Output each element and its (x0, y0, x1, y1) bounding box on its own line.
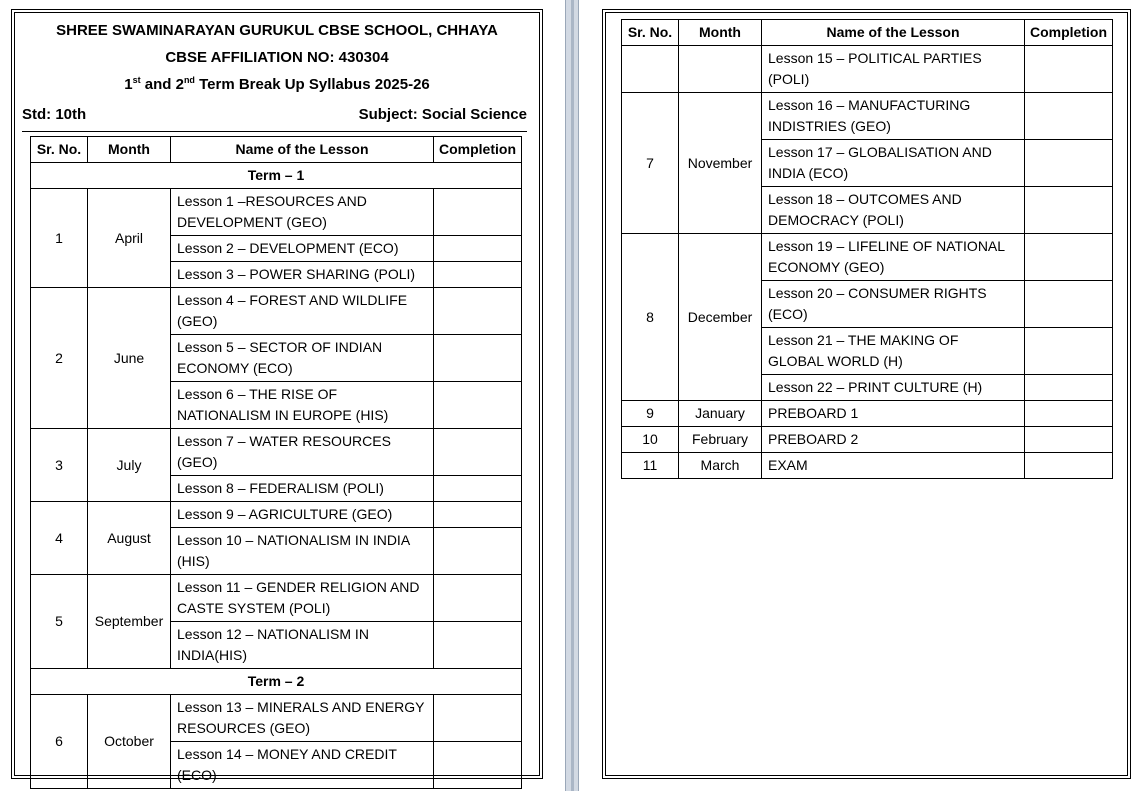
month-cell: February (679, 427, 762, 453)
sr-no-cell: 5 (31, 575, 88, 669)
syllabus-table-term1 (30, 136, 522, 789)
std-label: Std: 10th (22, 106, 87, 123)
std-subject-row (22, 106, 527, 126)
lesson-cell: Lesson 20 – CONSUMER RIGHTS (ECO) (762, 281, 1025, 328)
col-header-month: Month (679, 20, 762, 46)
lesson-cell: Lesson 13 – MINERALS AND ENERGY RESOURCES (GEO) (171, 695, 434, 742)
lesson-cell: Lesson 1 –RESOURCES AND DEVELOPMENT (GEO) (171, 189, 434, 236)
sr-no-cell: 1 (31, 189, 88, 288)
completion-cell[interactable] (434, 695, 522, 742)
completion-cell[interactable] (434, 189, 522, 236)
completion-cell[interactable] (1025, 140, 1113, 187)
lesson-cell: Lesson 12 – NATIONALISM IN INDIA(HIS) (171, 622, 434, 669)
document-page-left (11, 9, 543, 783)
table-row (622, 46, 1113, 93)
table-row (622, 234, 1113, 281)
school-name: SHREE SWAMINARAYAN GURUKUL CBSE SCHOOL, CHHAYA (56, 22, 498, 39)
col-header-completion: Completion (434, 137, 522, 163)
completion-cell[interactable] (1025, 328, 1113, 375)
completion-cell[interactable] (434, 288, 522, 335)
table-row (31, 288, 522, 335)
sr-no-cell: 3 (31, 429, 88, 502)
lesson-cell: Lesson 4 – FOREST AND WILDLIFE (GEO) (171, 288, 434, 335)
completion-cell[interactable] (434, 382, 522, 429)
col-header-month: Month (88, 137, 171, 163)
completion-cell[interactable] (434, 575, 522, 622)
sr-no-cell (622, 46, 679, 93)
table-row (31, 575, 522, 622)
lesson-cell: Lesson 19 – LIFELINE OF NATIONAL ECONOMY (GEO) (762, 234, 1025, 281)
month-cell: October (88, 695, 171, 789)
sr-no-cell: 6 (31, 695, 88, 789)
lesson-cell: Lesson 17 – GLOBALISATION AND INDIA (ECO) (762, 140, 1025, 187)
lesson-cell: Lesson 18 – OUTCOMES AND DEMOCRACY (POLI) (762, 187, 1025, 234)
completion-cell[interactable] (434, 335, 522, 382)
month-cell: July (88, 429, 171, 502)
month-cell: September (88, 575, 171, 669)
month-cell: March (679, 453, 762, 479)
lesson-cell: Lesson 14 – MONEY AND CREDIT (ECO) (171, 742, 434, 789)
month-cell: December (679, 234, 762, 401)
month-cell (679, 46, 762, 93)
sr-no-cell: 4 (31, 502, 88, 575)
completion-cell[interactable] (434, 476, 522, 502)
sr-no-cell: 11 (622, 453, 679, 479)
document-page-right (602, 9, 1131, 779)
lesson-cell: Lesson 9 – AGRICULTURE (GEO) (171, 502, 434, 528)
col-header-sr-no: Sr. No. (622, 20, 679, 46)
sr-no-cell: 2 (31, 288, 88, 429)
table-row (31, 189, 522, 236)
syllabus-table-term2 (621, 19, 1113, 479)
lesson-cell: Lesson 11 – GENDER RELIGION AND CASTE SYSTEM (POLI) (171, 575, 434, 622)
table-row (622, 93, 1113, 140)
table-row (31, 502, 522, 528)
col-header-completion: Completion (1025, 20, 1113, 46)
col-header-lesson: Name of the Lesson (762, 20, 1025, 46)
completion-cell[interactable] (1025, 427, 1113, 453)
lesson-cell: Lesson 16 – MANUFACTURING INDISTRIES (GEO) (762, 93, 1025, 140)
header-divider (22, 131, 527, 132)
lesson-cell: PREBOARD 1 (762, 401, 1025, 427)
completion-cell[interactable] (1025, 453, 1113, 479)
lesson-cell: Lesson 7 – WATER RESOURCES (GEO) (171, 429, 434, 476)
completion-cell[interactable] (434, 622, 522, 669)
table-row (31, 429, 522, 476)
col-header-sr-no: Sr. No. (31, 137, 88, 163)
table-row (622, 427, 1113, 453)
month-cell: April (88, 189, 171, 288)
month-cell: June (88, 288, 171, 429)
completion-cell[interactable] (1025, 375, 1113, 401)
lesson-cell: PREBOARD 2 (762, 427, 1025, 453)
splitter-line (571, 0, 574, 791)
completion-cell[interactable] (434, 528, 522, 575)
month-cell: August (88, 502, 171, 575)
page-splitter[interactable] (565, 0, 579, 791)
lesson-cell: Lesson 10 – NATIONALISM IN INDIA (HIS) (171, 528, 434, 575)
sr-no-cell: 7 (622, 93, 679, 234)
lesson-cell: Lesson 3 – POWER SHARING (POLI) (171, 262, 434, 288)
lesson-cell: Lesson 8 – FEDERALISM (POLI) (171, 476, 434, 502)
completion-cell[interactable] (1025, 401, 1113, 427)
sr-no-cell: 10 (622, 427, 679, 453)
subject-label: Subject: Social Science (358, 106, 527, 123)
completion-cell[interactable] (1025, 281, 1113, 328)
lesson-cell: Lesson 2 – DEVELOPMENT (ECO) (171, 236, 434, 262)
month-cell: January (679, 401, 762, 427)
completion-cell[interactable] (434, 236, 522, 262)
lesson-cell: Lesson 6 – THE RISE OF NATIONALISM IN EUROPE (HIS) (171, 382, 434, 429)
completion-cell[interactable] (1025, 46, 1113, 93)
month-cell: November (679, 93, 762, 234)
completion-cell[interactable] (1025, 234, 1113, 281)
lesson-cell: Lesson 21 – THE MAKING OF GLOBAL WORLD (H) (762, 328, 1025, 375)
lesson-cell: Lesson 22 – PRINT CULTURE (H) (762, 375, 1025, 401)
syllabus-title: 1st and 2nd Term Break Up Syllabus 2025-26 (124, 75, 430, 93)
table-header-row (622, 20, 1113, 46)
sr-no-cell: 8 (622, 234, 679, 401)
table-row (622, 453, 1113, 479)
lesson-cell: Lesson 5 – SECTOR OF INDIAN ECONOMY (ECO) (171, 335, 434, 382)
col-header-lesson: Name of the Lesson (171, 137, 434, 163)
lesson-cell: Lesson 15 – POLITICAL PARTIES (POLI) (762, 46, 1025, 93)
sr-no-cell: 9 (622, 401, 679, 427)
completion-cell[interactable] (434, 429, 522, 476)
completion-cell[interactable] (1025, 187, 1113, 234)
completion-cell[interactable] (434, 262, 522, 288)
completion-cell[interactable] (1025, 93, 1113, 140)
lesson-cell: EXAM (762, 453, 1025, 479)
completion-cell[interactable] (434, 742, 522, 789)
table-row (622, 401, 1113, 427)
completion-cell[interactable] (434, 502, 522, 528)
affiliation-number: CBSE AFFILIATION NO: 430304 (165, 49, 389, 66)
table-header-row (31, 137, 522, 163)
term-1-heading: Term – 1 (31, 163, 522, 189)
table-row (31, 695, 522, 742)
term-2-heading: Term – 2 (31, 669, 522, 695)
